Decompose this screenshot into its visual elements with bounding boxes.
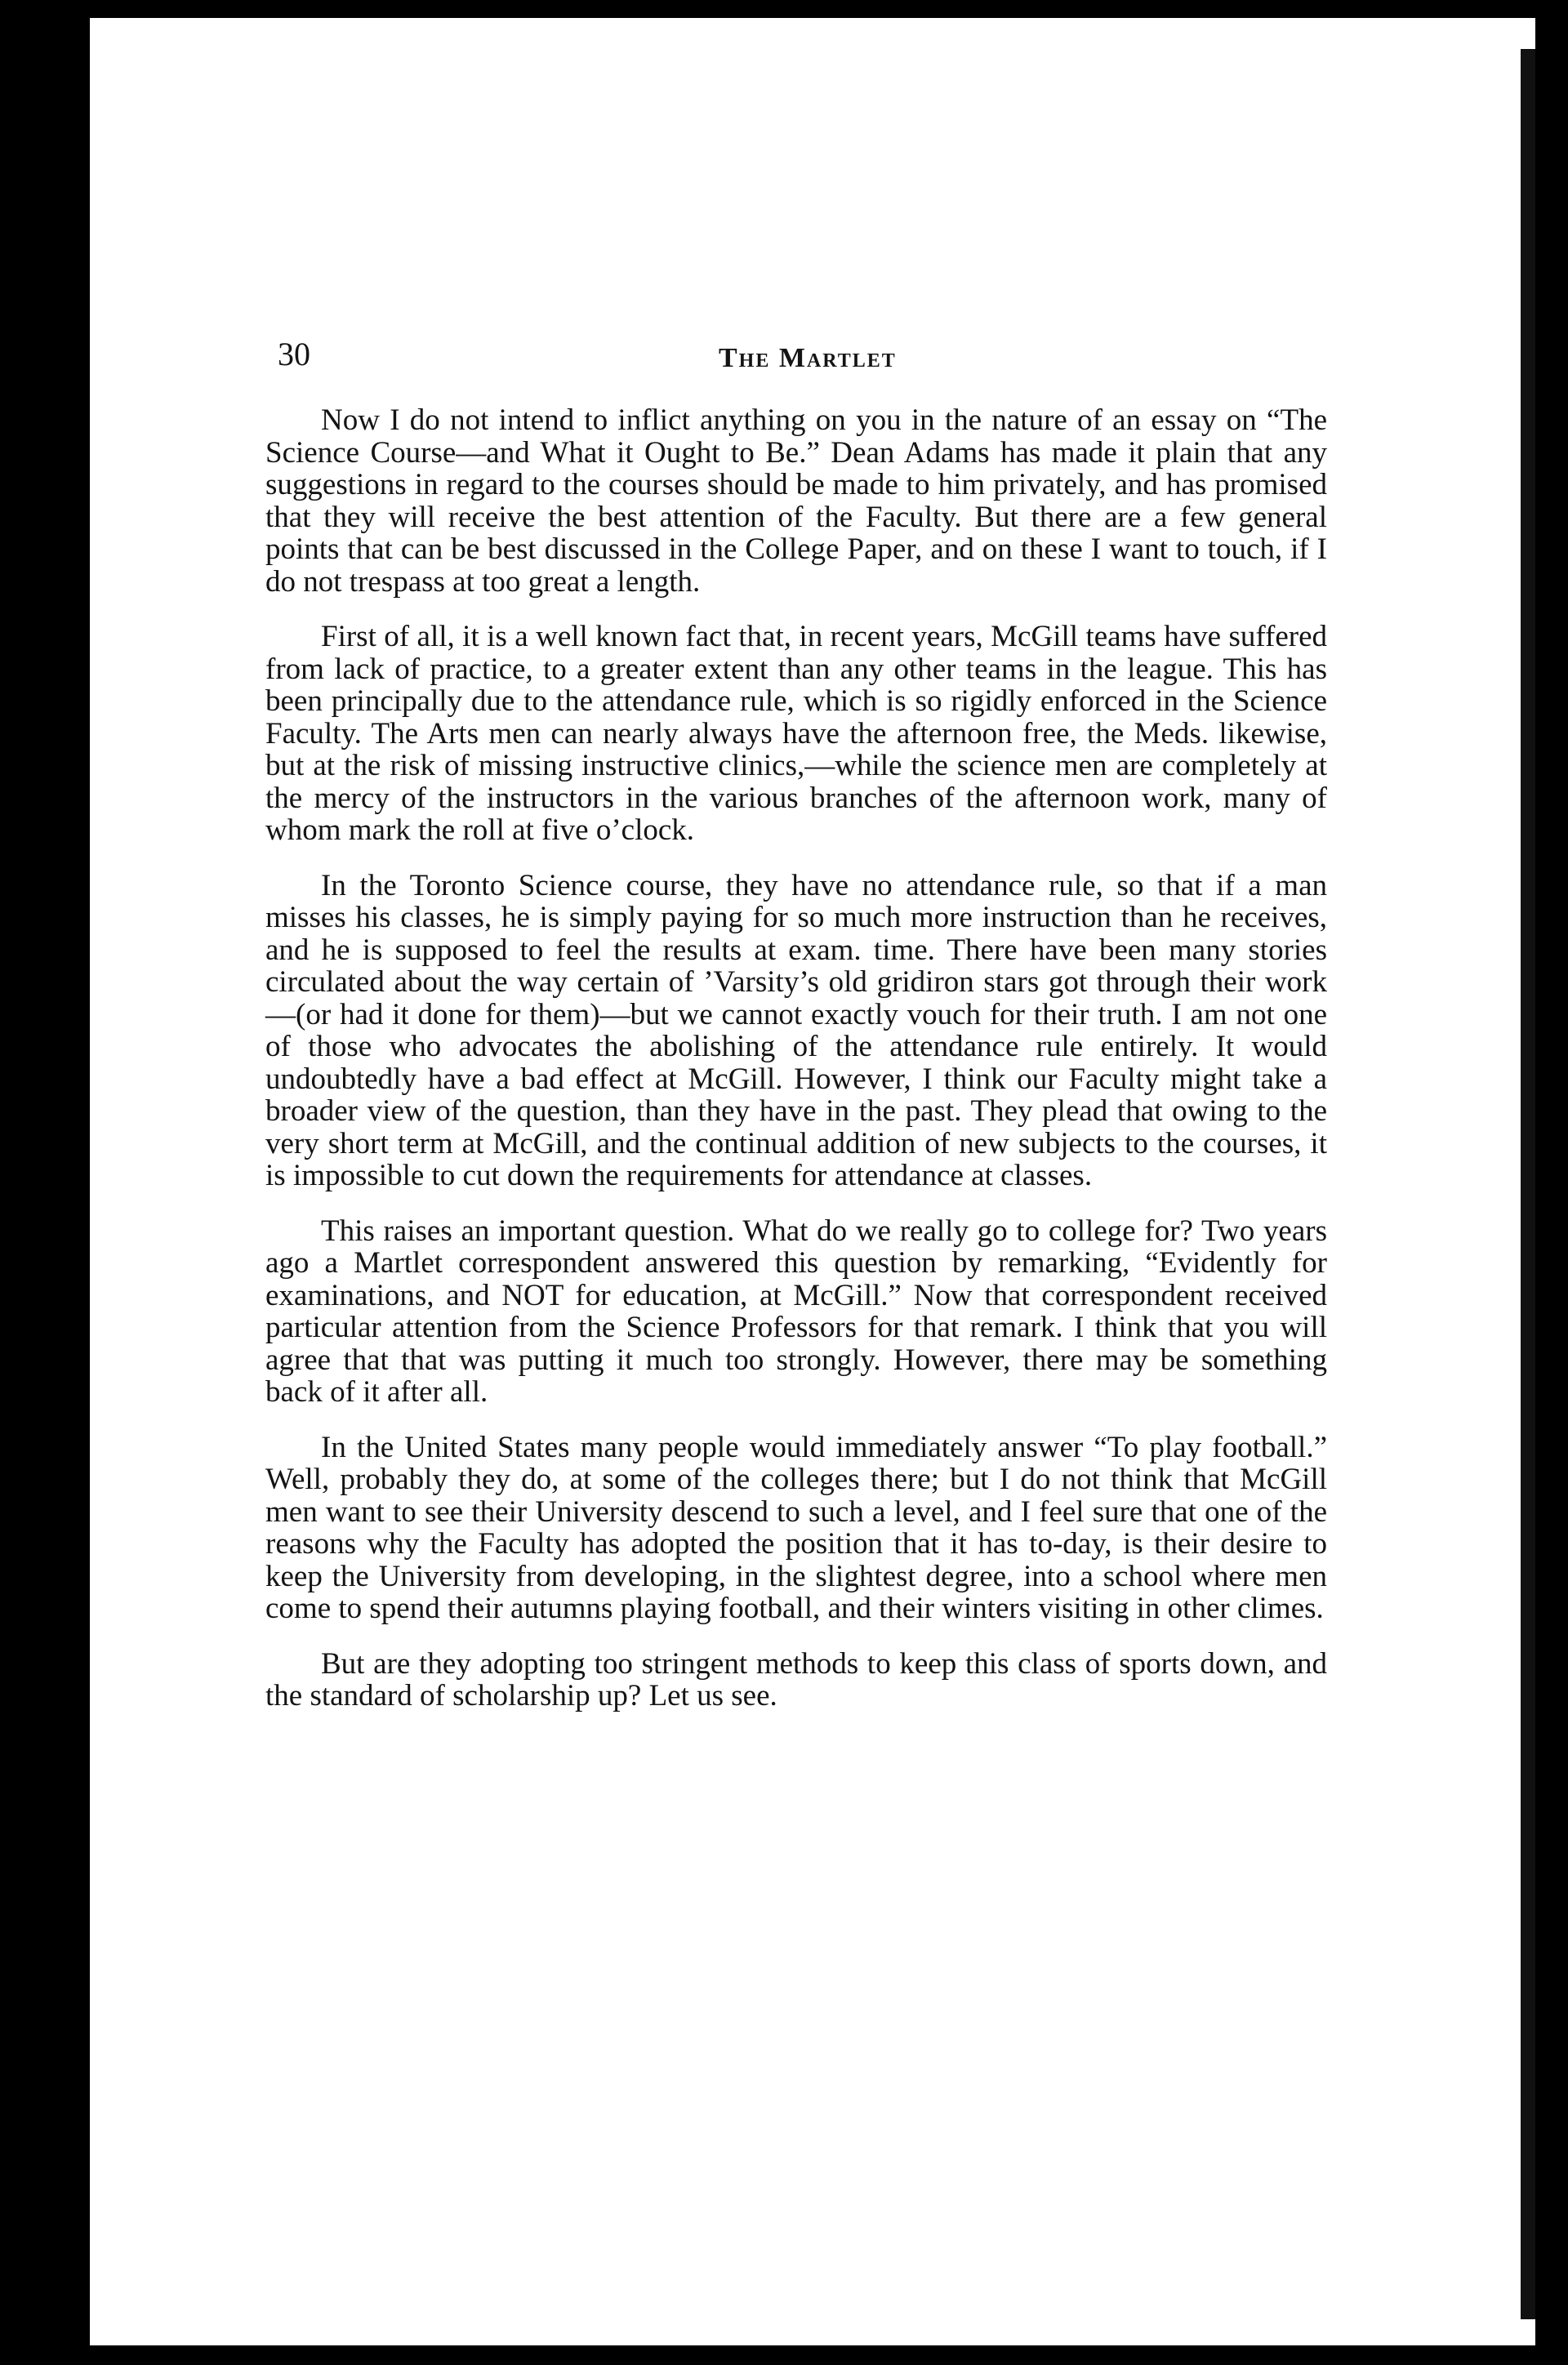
scan-frame-edge (1521, 49, 1535, 2319)
page-header (278, 327, 1339, 384)
paragraph-4: This raises an important question. What do we really go to college for? Two years ago a Martlet correspondent answered this question by remarking, “Evidently for examinations, and NOT for education, at McGill.” Now that correspondent received particular attention from the Science Professors for that remark. I think that you will agree that that was putting it much too strongly. However, there may be something back of it after all. (265, 1214, 1327, 1409)
article-body (265, 404, 1327, 1735)
paragraph-2: First of all, it is a well known fact that, in recent years, McGill teams have suffered from lack of practice, to a greater extent than any other teams in the league. This has been principally due to the attendance rule, which is so rigidly enforced in the Science Faculty. The Arts men can nearly always have the afternoon free, the Meds. likewise, but at the risk of missing instructive clinics,—while the science men are completely at the mercy of the instructors in the various branches of the afternoon work, many of whom mark the roll at five o’clock. (265, 620, 1327, 847)
page-number: 30 (278, 336, 310, 372)
paragraph-3: In the Toronto Science course, they have no attendance rule, so that if a man misses his classes, he is simply paying for so much more instruction than he receives, and he is supposed to feel the results at exam. time. There have been many stories circulated about the way certain of ’Varsity’s old gridiron stars got through their work—(or had it done for them)—but we cannot exactly vouch for their truth. I am not one of those who advocates the abolishing of the attendance rule entirely. It would undoubtedly have a bad effect at McGill. However, I think our Faculty might take a broader view of the question, than they have in the past. They plead that owing to the very short term at McGill, and the continual addition of new subjects to the courses, it is impossible to cut down the requirements for attendance at classes. (265, 868, 1327, 1192)
running-title: The Martlet (719, 343, 897, 373)
paragraph-6: But are they adopting too stringent methods to keep this class of sports down, and the standard of scholarship up? Let us see. (265, 1646, 1327, 1713)
paragraph-1: Now I do not intend to inflict anything on you in the nature of an essay on “The Science Course—and What it Ought to Be.” Dean Adams has made it plain that any suggestions in regard to the courses should be made to him privately, and has promised that they will receive the best attention of the Faculty. But there are a few general points that can be best discussed in the College Paper, and on these I want to touch, if I do not trespass at too great a length. (265, 403, 1327, 599)
paragraph-5: In the United States many people would immediately answer “To play football.” Well, probably they do, at some of the colleges there; but I do not think that McGill men want to see their University descend to such a level, and I feel sure that one of the reasons why the Faculty has adopted the position that it has to-day, is their desire to keep the University from developing, in the slightest degree, into a school where men come to spend their autumns playing football, and their winters visiting in other climes. (265, 1430, 1327, 1625)
